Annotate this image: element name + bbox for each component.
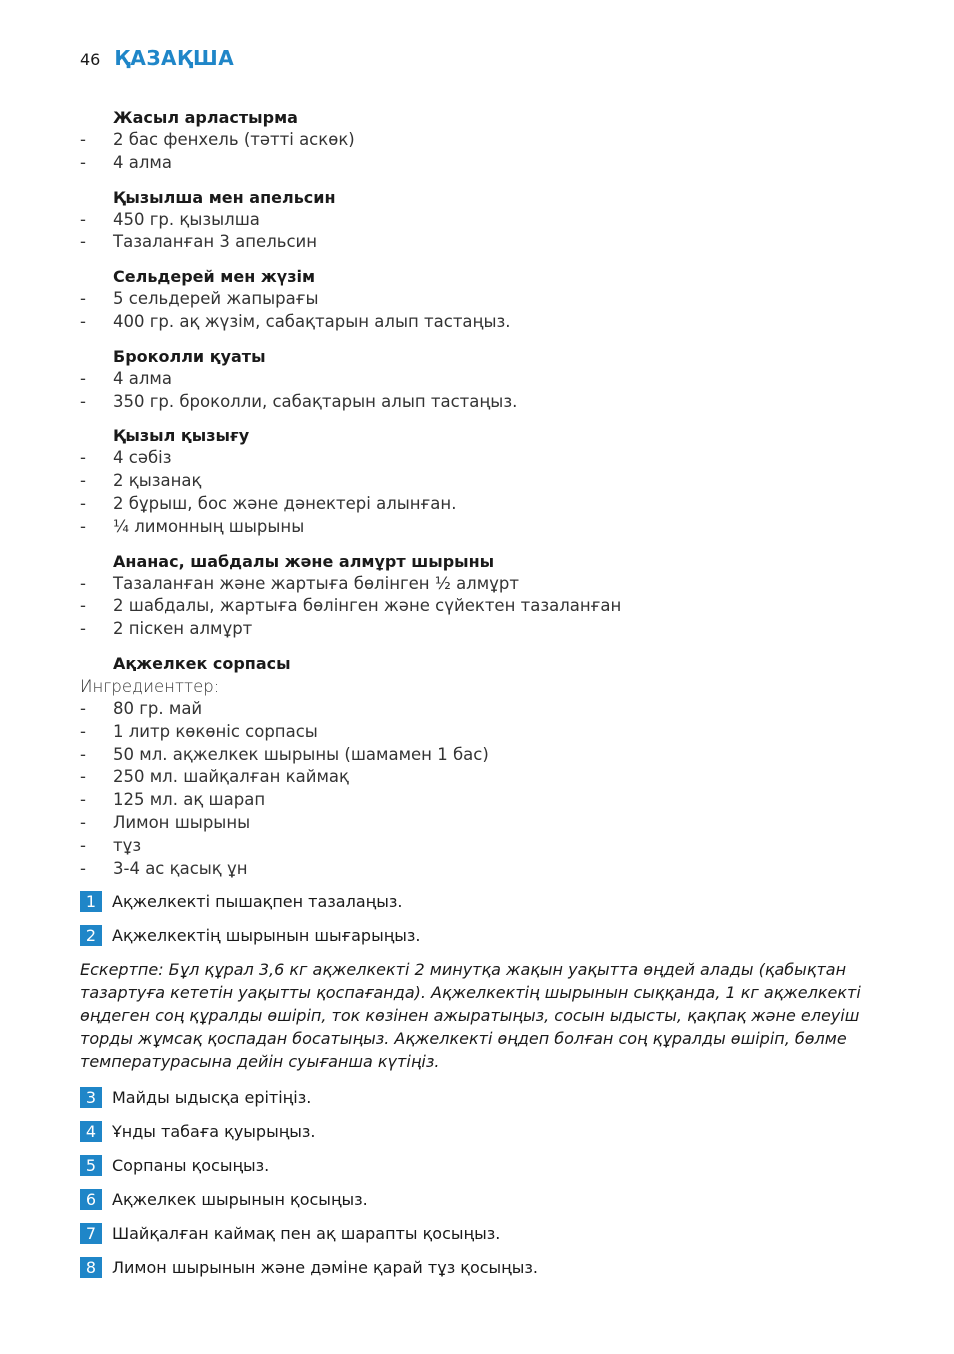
ingredient-text: 4 алма: [113, 368, 172, 388]
ingredient-item: [80, 595, 880, 618]
ingredient-item: [80, 516, 880, 539]
step-number-badge: 8: [80, 1257, 102, 1278]
ingredient-text: 4 сәбіз: [113, 448, 172, 468]
ingredient-item: [80, 470, 880, 493]
ingredient-item: [80, 209, 880, 232]
list-dash: -: [80, 152, 86, 172]
ingredient-text: 2 піскен алмұрт: [113, 619, 253, 639]
step-text: Сорпаны қосыңыз.: [112, 1156, 270, 1176]
step-item: [80, 891, 880, 912]
step-text: Лимон шырынын және дәміне қарай тұз қосыңыз.: [112, 1258, 538, 1278]
ingredient-item: [80, 698, 880, 721]
ingredient-text: ¼ лимонның шырыны: [113, 516, 305, 536]
list-dash: -: [80, 619, 86, 639]
ingredient-item: [80, 391, 880, 414]
list-dash: -: [80, 232, 86, 252]
soup-recipe: [80, 652, 880, 880]
recipe-block: [80, 345, 880, 414]
step-number-badge: 3: [80, 1087, 102, 1108]
list-dash: -: [80, 698, 86, 718]
recipe-title: Сельдерей мен жүзім: [113, 267, 316, 287]
step-number-badge: 1: [80, 891, 102, 912]
list-dash: -: [80, 493, 86, 513]
ingredient-item: [80, 766, 880, 789]
recipe-title: Жасыл арластырма: [113, 108, 298, 127]
list-dash: -: [80, 790, 86, 810]
ingredient-text: Тазаланған 3 апельсин: [113, 232, 318, 252]
ingredient-item: [80, 311, 880, 334]
ingredient-item: [80, 231, 880, 254]
step-item: [80, 1155, 880, 1176]
soup-title: Ақжелкек сорпасы: [113, 653, 291, 673]
list-dash: -: [80, 391, 86, 411]
step-number-badge: 4: [80, 1121, 102, 1142]
step-number-badge: 6: [80, 1189, 102, 1210]
soup-ingredient-list: [80, 698, 880, 880]
recipe-block: [80, 265, 880, 334]
step-text: Ақжелкектің шырынын шығарыңыз.: [112, 926, 421, 946]
ingredient-item: [80, 288, 880, 311]
ingredient-text: 2 бұрыш, бос және дәнектері алынған.: [113, 493, 457, 513]
ingredient-text: 1 литр көкөніс сорпасы: [113, 721, 318, 741]
step-text: Майды ыдысқа ерітіңіз.: [112, 1088, 312, 1108]
ingredient-text: 250 мл. шайқалған каймақ: [113, 767, 349, 787]
recipe-list: [80, 106, 880, 641]
step-number-badge: 2: [80, 925, 102, 946]
ingredient-item: [80, 447, 880, 470]
ingredients-label: Ингредиенттер:: [80, 676, 220, 696]
ingredient-item: [80, 368, 880, 391]
ingredient-item: [80, 858, 880, 881]
list-dash: -: [80, 721, 86, 741]
ingredient-item: [80, 152, 880, 175]
ingredient-item: [80, 812, 880, 835]
list-dash: -: [80, 858, 86, 878]
list-dash: -: [80, 744, 86, 764]
step-item: [80, 1121, 880, 1142]
step-text: Ақжелкек шырынын қосыңыз.: [112, 1190, 368, 1210]
ingredient-text: тұз: [113, 835, 142, 855]
ingredient-text: 2 шабдалы, жартыға бөлінген және сүйектен тазаланған: [113, 596, 622, 616]
ingredient-text: Тазаланған және жартыға бөлінген ½ алмұрт: [113, 573, 520, 593]
page-header: [80, 46, 234, 76]
list-dash: -: [80, 573, 86, 593]
language-heading: ҚАЗАҚША: [114, 46, 235, 70]
ingredient-item: [80, 835, 880, 858]
list-dash: -: [80, 596, 86, 616]
ingredient-text: 4 алма: [113, 152, 172, 172]
list-dash: -: [80, 471, 86, 491]
ingredient-text: 5 сельдерей жапырағы: [113, 289, 319, 309]
page-number: 46: [80, 50, 101, 69]
ingredient-text: 3-4 ас қасық ұн: [113, 858, 248, 878]
note-paragraph: Ескертпе: Бұл құрал 3,6 кг ақжелкекті 2 минутқа жақын уақытта өңдей алады (қабықтан тазартуға кететін уақытты қоспағанда). Ақжелкектің шырынын сыққанда, 1 кг ақжелкекті өңдеген соң құралды өшіріп, ток көзінен ажыратыңыз, сосын ыдысты, қақпақ және елеуіш торды жұмсақ қоспадан босатыңыз. Ақжелкекті өңдеп болған соң құралды өшіріп, бөлме температурасына дейін суығанша күтіңіз.: [80, 960, 861, 1071]
ingredient-item: [80, 721, 880, 744]
ingredient-item: [80, 744, 880, 767]
step-text: Ұнды табаға қуырыңыз.: [112, 1122, 316, 1142]
list-dash: -: [80, 448, 86, 468]
ingredient-text: 80 гр. май: [113, 698, 203, 718]
list-dash: -: [80, 289, 86, 309]
step-number-badge: 7: [80, 1223, 102, 1244]
list-dash: -: [80, 516, 86, 536]
recipe-title: Қызыл қызығу: [113, 426, 250, 446]
ingredient-text: 350 гр. броколли, сабақтарын алып тастаңыз.: [113, 391, 518, 411]
recipe-block: [80, 186, 880, 255]
list-dash: -: [80, 835, 86, 855]
step-text: Шайқалған каймақ пен ақ шарапты қосыңыз.: [112, 1224, 501, 1244]
list-dash: -: [80, 311, 86, 331]
ingredient-item: [80, 789, 880, 812]
steps-second: [80, 1087, 880, 1278]
ingredient-text: Лимон шырыны: [113, 812, 251, 832]
ingredient-text: 125 мл. ақ шарап: [113, 790, 266, 810]
recipe-block: [80, 550, 880, 641]
step-item: [80, 925, 880, 946]
list-dash: -: [80, 130, 86, 149]
ingredient-item: [80, 129, 880, 152]
recipe-title: Броколли қуаты: [113, 346, 266, 366]
step-number-badge: 5: [80, 1155, 102, 1176]
ingredient-text: 2 қызанақ: [113, 471, 202, 491]
ingredient-item: [80, 618, 880, 641]
ingredient-text: 450 гр. қызылша: [113, 209, 260, 229]
page-content: [80, 106, 880, 1291]
step-item: [80, 1257, 880, 1278]
steps-first: [80, 891, 880, 946]
ingredient-text: 400 гр. ақ жүзім, сабақтарын алып тастаңыз.: [113, 311, 511, 331]
step-item: [80, 1223, 880, 1244]
ingredient-item: [80, 493, 880, 516]
ingredient-item: [80, 573, 880, 596]
recipe-title: Қызылша мен апельсин: [113, 187, 336, 207]
list-dash: -: [80, 368, 86, 388]
recipe-title: Ананас, шабдалы және алмұрт шырыны: [113, 551, 495, 571]
list-dash: -: [80, 767, 86, 787]
step-item: [80, 1087, 880, 1108]
ingredient-text: 2 бас фенхель (тәтті аскөк): [113, 130, 355, 149]
list-dash: -: [80, 209, 86, 229]
recipe-block: [80, 106, 880, 175]
list-dash: -: [80, 812, 86, 832]
ingredient-text: 50 мл. ақжелкек шырыны (шамамен 1 бас): [113, 744, 489, 764]
step-item: [80, 1189, 880, 1210]
recipe-block: [80, 424, 880, 538]
step-text: Ақжелкекті пышақпен тазалаңыз.: [112, 892, 403, 912]
